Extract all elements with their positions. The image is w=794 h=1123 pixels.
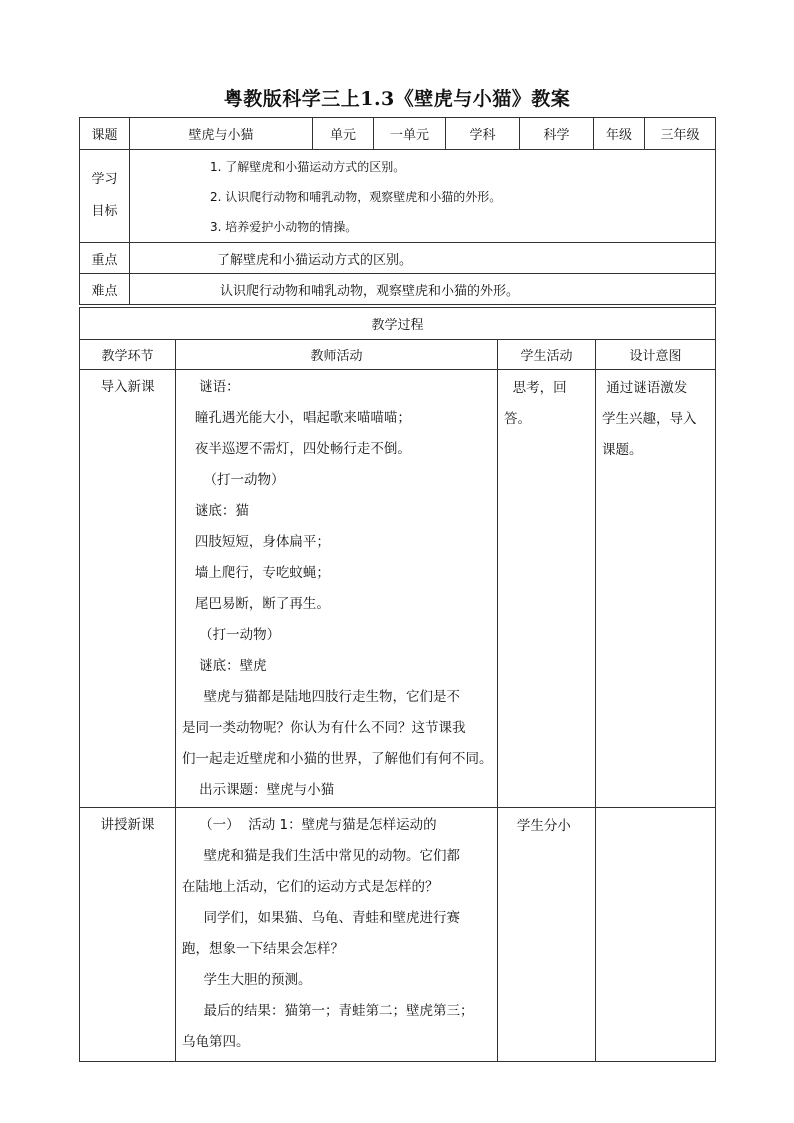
stage-cell bbox=[80, 370, 176, 808]
student-activity-cell bbox=[498, 808, 596, 1062]
teaching-process-table bbox=[79, 307, 716, 1062]
text-line: 四肢短短，身体扁平； bbox=[182, 534, 330, 550]
difficulty-label: 难点 bbox=[80, 274, 130, 305]
goal-item: 3. 培养爱护小动物的情操。 bbox=[210, 220, 358, 234]
column-header-student: 学生活动 bbox=[498, 340, 596, 370]
info-row bbox=[80, 118, 716, 150]
text-line: 夜半巡逻不需灯，四处畅行走不倒。 bbox=[182, 441, 411, 457]
text-line: 课题。 bbox=[602, 442, 643, 458]
text-line: （打一动物） bbox=[182, 472, 285, 488]
column-header-intent: 设计意图 bbox=[596, 340, 716, 370]
teacher-activity-cell bbox=[176, 808, 498, 1062]
column-header-stage: 教学环节 bbox=[80, 340, 176, 370]
topic-value: 壁虎与小猫 bbox=[130, 118, 313, 150]
text-line: 学生分小 bbox=[504, 818, 571, 834]
process-row-new-lesson bbox=[80, 808, 716, 1062]
text-line: 出示课题：壁虎与小猫 bbox=[182, 782, 335, 798]
teacher-activity-cell bbox=[176, 370, 498, 808]
text-line: （打一动物） bbox=[182, 627, 281, 643]
key-point-row bbox=[80, 243, 716, 274]
process-heading: 教学过程 bbox=[80, 308, 716, 340]
text-line: 答。 bbox=[504, 411, 531, 427]
goal-item: 1. 了解壁虎和小猫运动方式的区别。 bbox=[210, 160, 406, 174]
text-line: 在陆地上活动，它们的运动方式是怎样的？ bbox=[182, 879, 439, 895]
text-line: 最后的结果：猫第一；青蛙第二；壁虎第三； bbox=[182, 1003, 474, 1019]
text-line: 谜语： bbox=[182, 379, 240, 395]
text-line: 学生兴趣，导入 bbox=[602, 411, 697, 427]
text-line: 学生大胆的预测。 bbox=[182, 972, 312, 988]
grade-value: 三年级 bbox=[645, 118, 716, 150]
unit-label: 单元 bbox=[313, 118, 374, 150]
text-line: 乌龟第四。 bbox=[182, 1034, 250, 1050]
design-intent-cell bbox=[596, 808, 716, 1062]
subject-label: 学科 bbox=[446, 118, 520, 150]
goals-row bbox=[80, 150, 716, 243]
unit-value: 一单元 bbox=[374, 118, 446, 150]
document-title: 粤教版科学三上1.3《壁虎与小猫》教案 bbox=[223, 88, 571, 110]
stage-label: 讲授新课 bbox=[100, 817, 155, 833]
process-header-row bbox=[80, 340, 716, 370]
stage-label: 导入新课 bbox=[100, 379, 155, 395]
text-line: 思考，回 bbox=[504, 380, 567, 396]
process-row-intro bbox=[80, 370, 716, 808]
text-line: 壁虎和猫是我们生活中常见的动物。它们都 bbox=[182, 848, 460, 864]
goals-label: 学习 目标 bbox=[80, 150, 130, 243]
text-line: 谜底：猫 bbox=[182, 503, 249, 519]
text-line: 墙上爬行，专吃蚊蝇； bbox=[182, 565, 330, 581]
subject-value: 科学 bbox=[520, 118, 594, 150]
grade-label: 年级 bbox=[594, 118, 645, 150]
text-line: 通过谜语激发 bbox=[602, 380, 688, 396]
difficulty-row bbox=[80, 274, 716, 305]
lesson-info-table bbox=[79, 117, 716, 305]
column-header-teacher: 教师活动 bbox=[176, 340, 498, 370]
process-heading-row bbox=[80, 308, 716, 340]
text-line: 尾巴易断，断了再生。 bbox=[182, 596, 330, 612]
text-line: 们一起走近壁虎和小猫的世界，了解他们有何不同。 bbox=[182, 751, 493, 767]
text-line: 跑，想象一下结果会怎样？ bbox=[182, 941, 344, 957]
key-point-text: 了解壁虎和小猫运动方式的区别。 bbox=[130, 243, 716, 274]
difficulty-text: 认识爬行动物和哺乳动物，观察壁虎和小猫的外形。 bbox=[130, 274, 716, 305]
text-line: 是同一类动物呢？你认为有什么不同？这节课我 bbox=[182, 720, 466, 736]
text-line: 壁虎与猫都是陆地四肢行走生物，它们是不 bbox=[182, 689, 460, 705]
text-line: 瞳孔遇光能大小，唱起歌来喵喵喵； bbox=[182, 410, 411, 426]
text-line: 谜底：壁虎 bbox=[182, 658, 267, 674]
text-line: （一） 活动 1：壁虎与猫是怎样运动的 bbox=[182, 817, 437, 833]
stage-cell bbox=[80, 808, 176, 1062]
topic-label: 课题 bbox=[80, 118, 130, 150]
goal-item: 2. 认识爬行动物和哺乳动物，观察壁虎和小猫的外形。 bbox=[210, 190, 502, 204]
student-activity-cell bbox=[498, 370, 596, 808]
text-line: 同学们，如果猫、乌龟、青蛙和壁虎进行赛 bbox=[182, 910, 460, 926]
design-intent-cell bbox=[596, 370, 716, 808]
key-point-label: 重点 bbox=[80, 243, 130, 274]
goals-list bbox=[130, 150, 716, 243]
